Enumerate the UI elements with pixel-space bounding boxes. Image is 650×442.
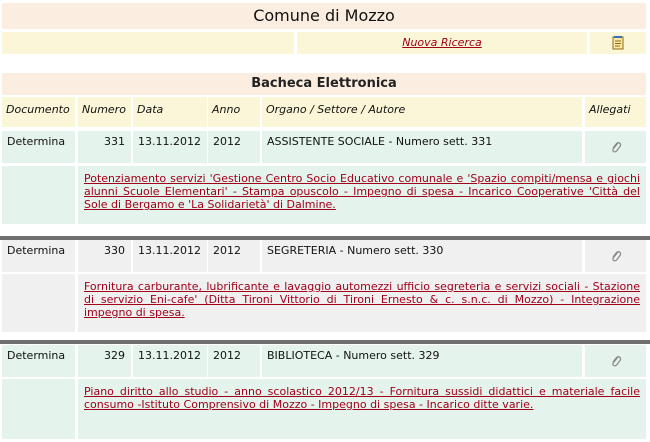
toolbar-spacer	[2, 32, 294, 54]
col-header-data: Data	[133, 97, 207, 127]
cell-organo: ASSISTENTE SOCIALE - Numero sett. 331	[262, 131, 582, 163]
cell-documento: Determina	[2, 131, 75, 163]
divider	[0, 340, 650, 344]
record-link[interactable]: Fornitura carburante, lubrificante e lavaggio automezzi ufficio segreteria e servizi sociali - Stazione di servizio Eni-cafe' (Ditta Tironi Vittorio di Tironi Ernesto & c. s.n.c. di Mozzo) - Integrazione impegno di spesa.	[84, 280, 640, 319]
toolbar-link-cell	[297, 32, 587, 54]
attachment-button[interactable]	[585, 345, 646, 377]
paperclip-icon	[610, 140, 622, 154]
board-title: Bacheca Elettronica	[2, 73, 646, 95]
record-description	[78, 379, 646, 439]
row-spacer	[2, 166, 75, 224]
col-header-organo: Organo / Settore / Autore	[262, 97, 582, 127]
cell-data: 13.11.2012	[133, 240, 207, 272]
cell-numero: 329	[78, 345, 131, 377]
cell-organo: BIBLIOTECA - Numero sett. 329	[262, 345, 582, 377]
notepad-button[interactable]	[590, 32, 646, 54]
cell-numero: 330	[78, 240, 131, 272]
page-title: Comune di Mozzo	[2, 3, 646, 29]
record-description	[78, 274, 646, 332]
col-header-numero: Numero	[78, 97, 131, 127]
cell-data: 13.11.2012	[133, 345, 207, 377]
paperclip-icon	[610, 249, 622, 263]
cell-documento: Determina	[2, 345, 75, 377]
cell-numero: 331	[78, 131, 131, 163]
attachment-button[interactable]	[585, 240, 646, 272]
record-link[interactable]: Potenziamento servizi 'Gestione Centro Socio Educativo comunale e 'Spazio compiti/mensa e giochi alunni Scuole Elementari' - Stampa opuscolo - Impegno di spesa - Incarico Cooperative 'Città del Sole di Bergamo e 'La Solidarietà' di Dalmine.	[84, 172, 640, 211]
col-header-anno: Anno	[208, 97, 260, 127]
cell-anno: 2012	[208, 345, 260, 377]
cell-documento: Determina	[2, 240, 75, 272]
new-search-link[interactable]: Nuova Ricerca	[402, 36, 482, 49]
cell-organo: SEGRETERIA - Numero sett. 330	[262, 240, 582, 272]
cell-anno: 2012	[208, 131, 260, 163]
attachment-button[interactable]	[585, 131, 646, 163]
cell-anno: 2012	[208, 240, 260, 272]
cell-data: 13.11.2012	[133, 131, 207, 163]
row-spacer	[2, 274, 75, 332]
col-header-documento: Documento	[2, 97, 75, 127]
row-spacer	[2, 379, 75, 439]
notepad-icon	[610, 35, 626, 51]
paperclip-icon	[610, 354, 622, 368]
col-header-allegati: Allegati	[585, 97, 646, 127]
record-description	[78, 166, 646, 224]
record-link[interactable]: Piano diritto allo studio - anno scolastico 2012/13 - Fornitura sussidi didattici e materiale facile consumo -Istituto Comprensivo di Mozzo - Impegno di spesa - Incarico ditte varie.	[84, 385, 640, 411]
